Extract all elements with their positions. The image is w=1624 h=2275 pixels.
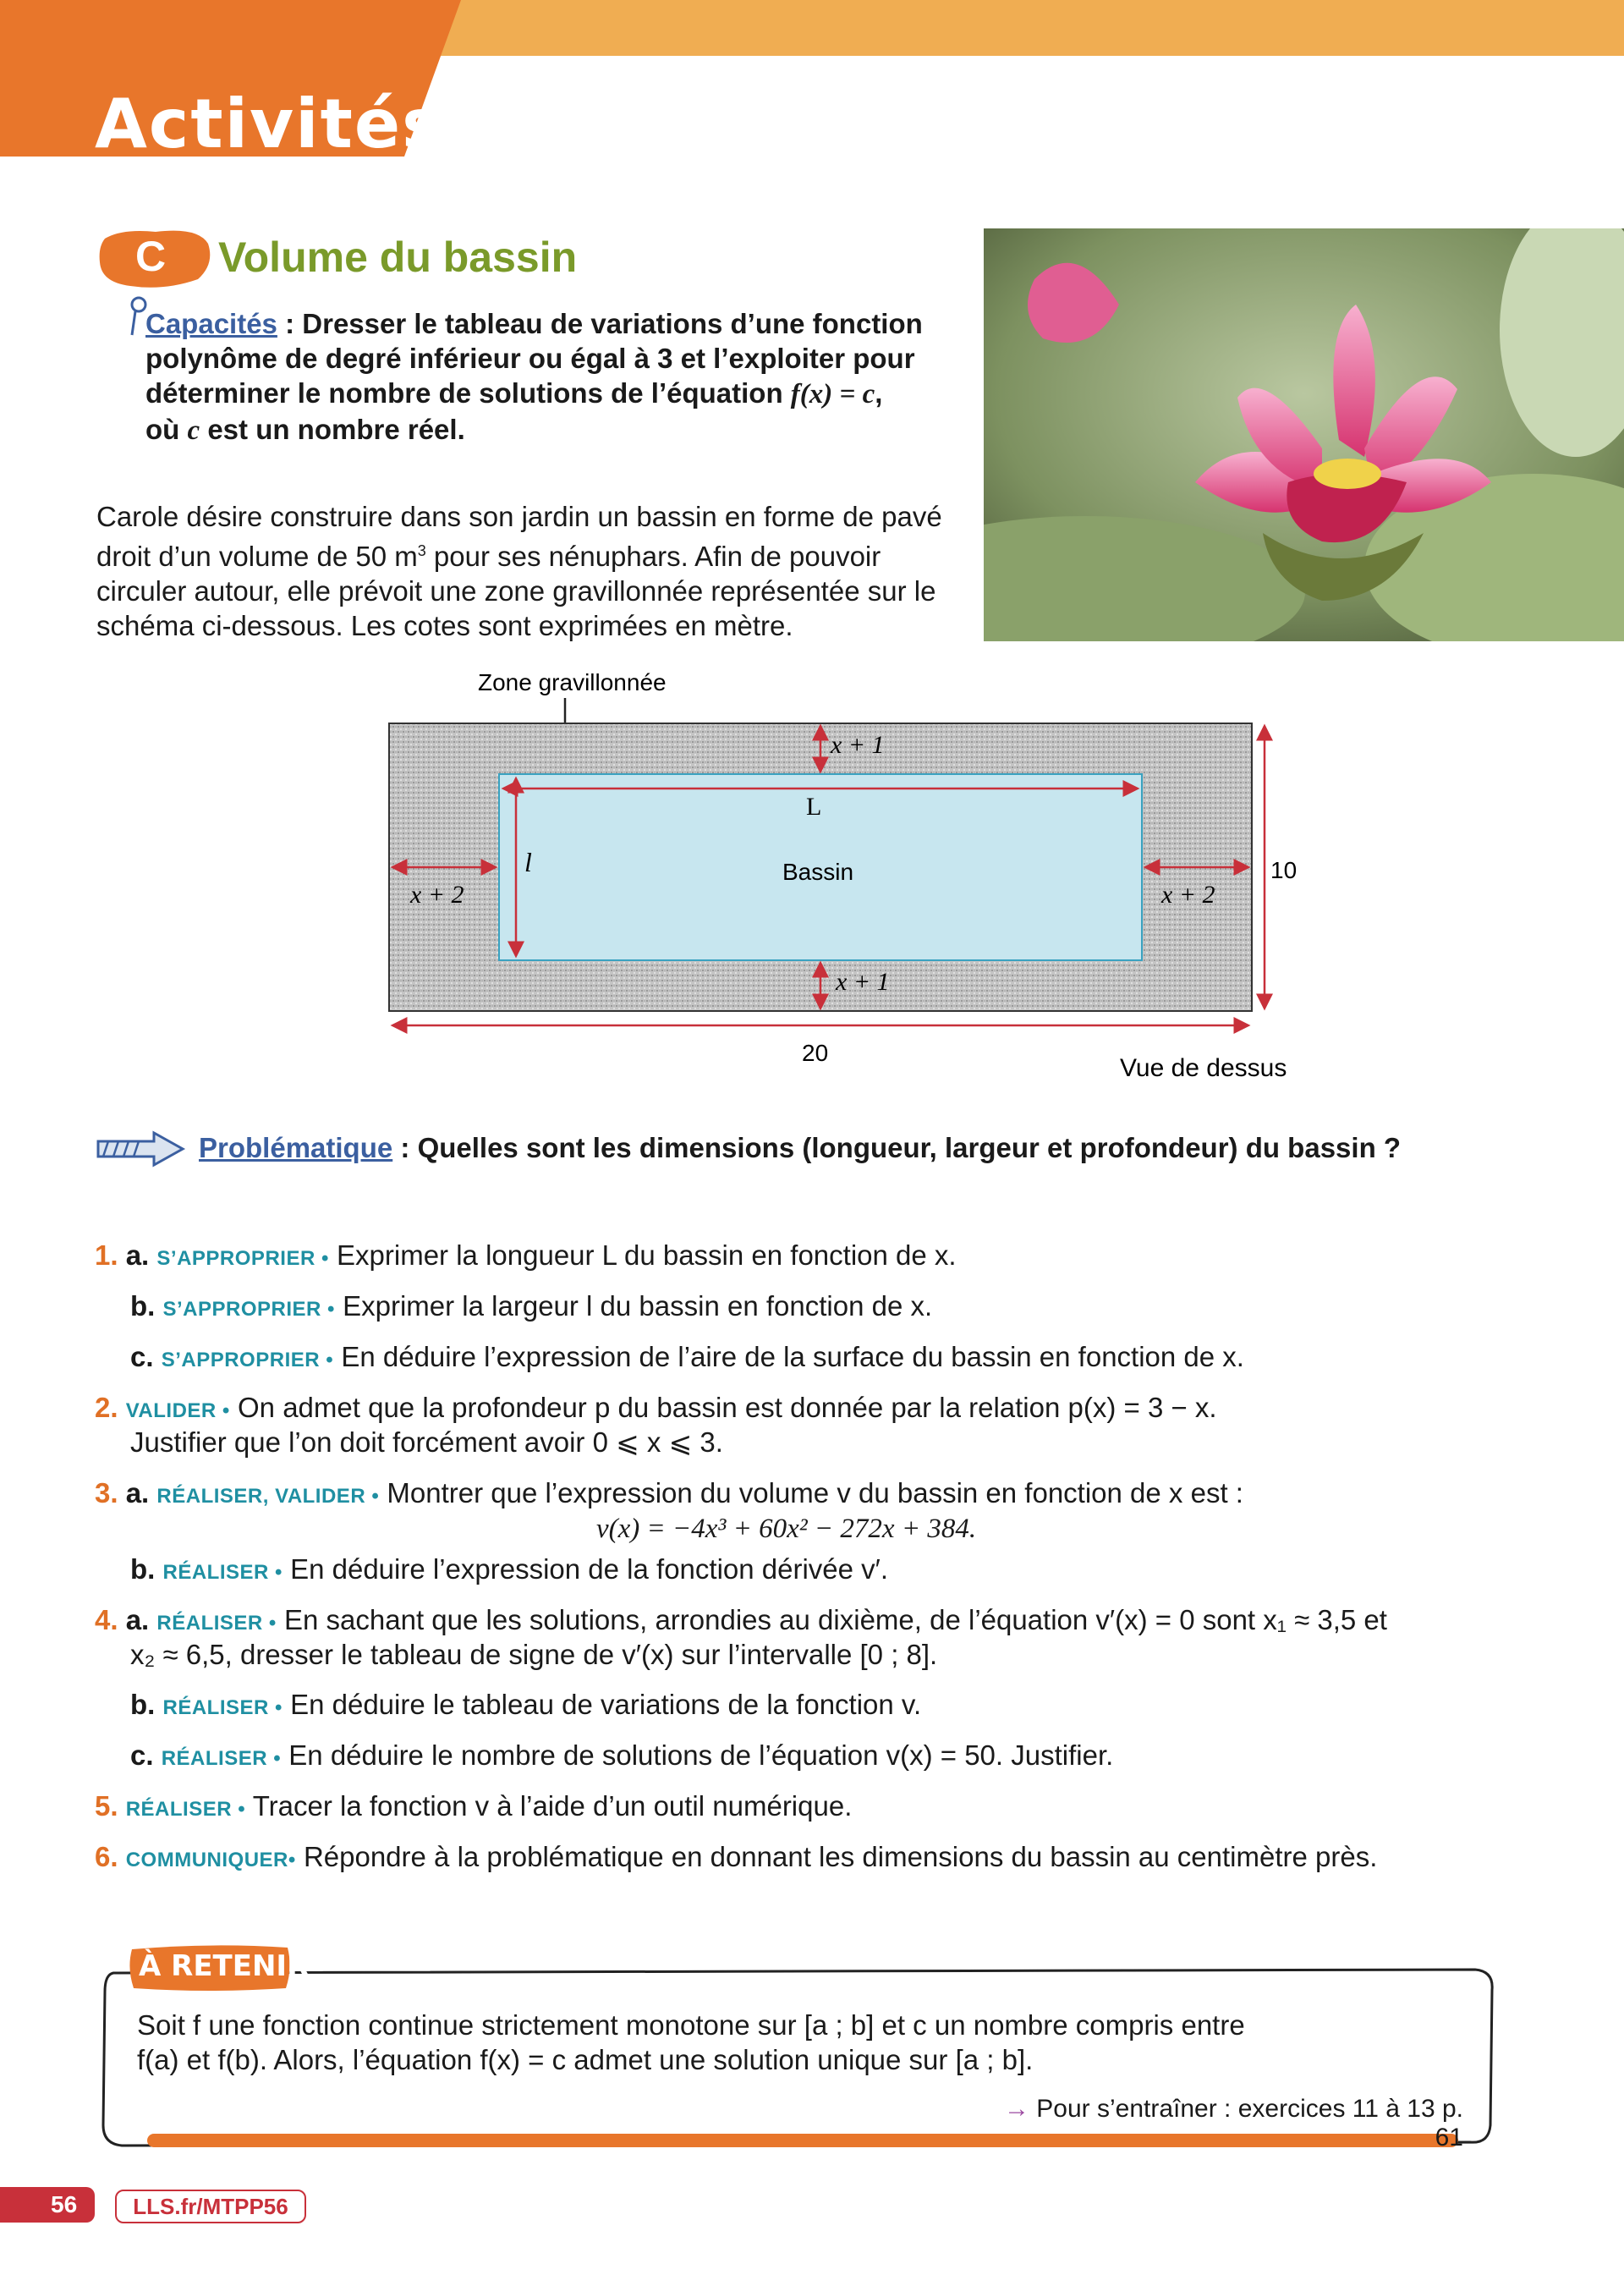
question-text: Exprimer la longueur L du bassin en fonction de x. [337, 1239, 957, 1271]
question-1c [130, 1339, 1244, 1377]
problematique-colon: : [400, 1132, 418, 1163]
width-label: l [524, 847, 532, 877]
intro-paragraph [96, 499, 942, 643]
training-text: Pour s’entraîner : exercices 11 à 13 p. 61 [1036, 2095, 1463, 2151]
skill-tag: S’APPROPRIER • [161, 1349, 334, 1371]
question-2-line-2 [130, 1425, 723, 1459]
sub-label: b. [130, 1553, 156, 1585]
top-margin-label: x + 1 [831, 731, 885, 759]
height-label: 10 [1270, 857, 1298, 883]
question-text: En déduire le nombre de solutions de l’équation v(x) = 50. Justifier. [288, 1739, 1114, 1771]
capacites-text-2: où [145, 414, 180, 445]
sub-label: a. [125, 1239, 150, 1271]
question-text: En déduire le tableau de variations de la fonction v. [290, 1689, 922, 1720]
question-text: Exprimer la largeur l du bassin en fonction de x. [343, 1290, 933, 1322]
question-text: On admet que la profondeur p du bassin est donnée par la relation p(x) = 3 − x. [238, 1392, 1217, 1423]
problematique-label: Problématique [199, 1132, 393, 1163]
total-length-label: 20 [802, 1040, 829, 1066]
capacites-c: c [187, 415, 200, 446]
skill-tag: COMMUNIQUER• [125, 1849, 296, 1871]
page-title: Activités [95, 85, 444, 163]
lls-link[interactable]: LLS.fr/MTPP56 [115, 2190, 306, 2223]
sub-label: a. [125, 1477, 150, 1508]
section-title: Volume du bassin [218, 234, 578, 281]
capacites-text: Dresser le tableau de variations d’une fonction polynôme de degré inférieur ou égal à 3 et l’exploiter pour déterminer le nombre de solutions de l’équation [145, 308, 923, 409]
question-5 [95, 1789, 852, 1827]
question-1a [95, 1238, 957, 1276]
intro-text-2: pour ses nénuphars. Afin de pouvoir circuler autour, elle prévoit une zone gravillonnée représentée sur le schéma ci-dessous. Les cotes sont exprimées en mètre. [96, 541, 936, 641]
skill-tag: S’APPROPRIER • [156, 1247, 329, 1270]
question-number: 4. [95, 1604, 118, 1635]
sub-label: c. [130, 1739, 154, 1771]
question-text: Montrer que l’expression du volume v du bassin en fonction de x est : [387, 1477, 1243, 1508]
volume-formula [596, 1510, 976, 1547]
problematique-question: Quelles sont les dimensions (longueur, largeur et profondeur) du bassin ? [417, 1132, 1402, 1163]
right-margin-label: x + 2 [1161, 881, 1215, 909]
pool-label: Bassin [782, 859, 854, 885]
question-number: 5. [95, 1790, 118, 1822]
retenir-text [137, 2008, 1457, 2077]
problematique [199, 1132, 1401, 1164]
zone-label: Zone gravillonnée [478, 669, 667, 695]
question-number: 2. [95, 1392, 118, 1423]
sub-label: b. [130, 1290, 156, 1322]
question-text: En déduire l’expression de l’aire de la surface du bassin en fonction de x. [341, 1341, 1244, 1372]
intro-text-1: Carole désire construire dans son jardin un bassin en forme de pavé droit d’un volume de 50 m [96, 501, 942, 572]
question-3b [130, 1552, 888, 1590]
question-4c [130, 1738, 1113, 1776]
page-number: 56 [51, 2191, 78, 2217]
left-margin-label: x + 2 [410, 881, 464, 909]
question-text: En sachant que les solutions, arrondies au dixième, de l’équation v′(x) = 0 sont x₁ ≈ 3,5 et [284, 1604, 1387, 1635]
skill-tag: RÉALISER, VALIDER • [156, 1485, 380, 1508]
length-label: L [806, 793, 822, 821]
question-4a [95, 1602, 1387, 1640]
retenir-title: À RETENIR [139, 1949, 310, 1983]
capacites-block [145, 306, 924, 448]
question-6 [95, 1839, 1377, 1877]
question-number: 3. [95, 1477, 118, 1508]
question-text: x₂ ≈ 6,5, dresser le tableau de signe de v′(x) sur l’intervalle [0 ; 8]. [130, 1639, 938, 1670]
question-4a-line-2 [130, 1637, 937, 1672]
intro-sup: 3 [417, 542, 426, 559]
question-text: En déduire l’expression de la fonction dérivée v′. [290, 1553, 889, 1585]
capacites-text-3: est un nombre réel. [207, 414, 465, 445]
sub-label: b. [130, 1689, 156, 1720]
skill-tag: RÉALISER • [162, 1696, 283, 1719]
pool-diagram [372, 660, 1320, 1100]
water-lily-photo [984, 228, 1624, 641]
page-number-box [0, 2187, 95, 2223]
training-reference[interactable] [973, 2095, 1463, 2152]
skill-tag: RÉALISER • [156, 1612, 277, 1635]
view-label: Vue de dessus [1120, 1054, 1287, 1082]
question-text: Répondre à la problématique en donnant les dimensions du bassin au centimètre près. [303, 1841, 1378, 1872]
sub-label: c. [130, 1341, 154, 1372]
question-number: 1. [95, 1239, 118, 1271]
skill-tag: RÉALISER • [161, 1747, 282, 1770]
capacites-comma: , [875, 377, 883, 409]
bottom-margin-label: x + 1 [836, 968, 890, 996]
skill-tag: RÉALISER • [162, 1561, 283, 1584]
question-text: Justifier que l’on doit forcément avoir 0 ⩽ x ⩽ 3. [130, 1426, 723, 1458]
question-number: 6. [95, 1841, 118, 1872]
retenir-line-1: Soit f une fonction continue strictement monotone sur [a ; b] et c un nombre compris entre [137, 2009, 1245, 2041]
capacites-equation: f(x) = c [790, 379, 875, 409]
question-4b [130, 1687, 921, 1725]
section-letter: C [135, 233, 167, 280]
question-3a [95, 1475, 1243, 1514]
question-2 [95, 1390, 1217, 1428]
question-text: Tracer la fonction v à l’aide d’un outil numérique. [252, 1790, 853, 1822]
skill-tag: VALIDER • [125, 1399, 230, 1422]
capacites-label: Capacités [145, 308, 277, 339]
skill-tag: RÉALISER • [125, 1798, 246, 1821]
retenir-line-2: f(a) et f(b). Alors, l’équation f(x) = c admet une solution unique sur [a ; b]. [137, 2044, 1034, 2075]
arrow-right-icon: → [1003, 2095, 1029, 2123]
formula-text: v(x) = −4x³ + 60x² − 272x + 384. [596, 1514, 977, 1544]
question-1b [130, 1289, 932, 1327]
problematique-arrow-icon [95, 1129, 188, 1168]
sub-label: a. [125, 1604, 150, 1635]
capacites-colon: : [285, 308, 303, 339]
skill-tag: S’APPROPRIER • [162, 1298, 335, 1321]
